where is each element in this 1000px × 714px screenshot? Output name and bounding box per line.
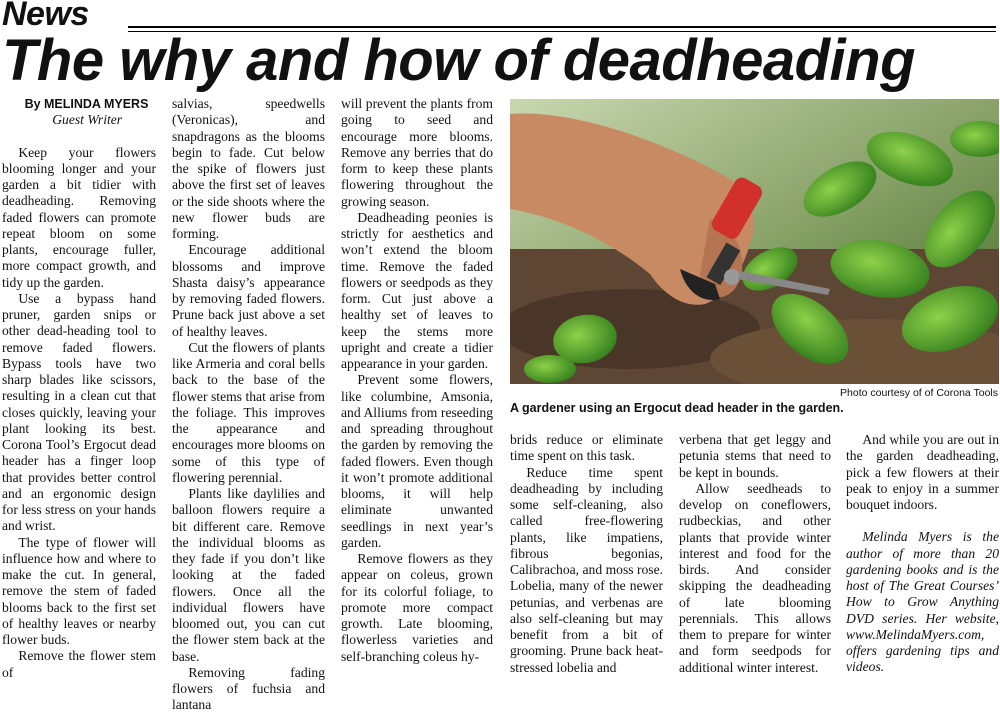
paragraph: Allow seedheads to develop on coneflowers, rudbeckias, and other plants that provide winter interest and food for the birds. And consider skipping the deadheading of late blooming perennials. This allows them to prepare for winter and form seedpods for additional winter interest.: [679, 480, 831, 675]
article-column-5: [679, 432, 831, 676]
paragraph: Plants like daylilies and balloon flowers require a bit different care. Remove the individual blooms as they fade if you don’t like looking at the faded flowers. Once all the individual flowers have bloomed out, you can cut the flower stem back at the base.: [172, 486, 325, 664]
photo-illustration: [510, 99, 999, 384]
paragraph: And while you are out in the garden deadheading, pick a few flowers at their peak to enjoy in a summer bouquet indoors.: [846, 432, 999, 512]
paragraph: Deadheading peonies is strictly for aesthetics and won’t extend the bloom time. Remove the faded flowers or seedpods as they form. Cut just above a healthy set of leaves to keep the stems more upright and create a tidier appearance in your garden.: [341, 209, 493, 371]
paragraph: Cut the flowers of plants like Armeria and coral bells back to the base of the flower stems that arise from the foliage. This improves the appearance and encourages more blooms on some of this type of flowering perennial.: [172, 339, 325, 485]
byline: By MELINDA MYERS: [24, 97, 149, 111]
author-bio: Melinda Myers is the author of more than 20 gardening books and is the host of The Great Courses’ How to Grow Anything DVD series. Her website, www.MelindaMyers.com, offers gardening tips and videos.: [846, 529, 999, 675]
paragraph: Use a bypass hand pruner, garden snips or other dead-heading tool to remove faded flowers. Bypass tools have two sharp blades like scissors, resulting in a clean cut that closes quickly, leaving your plant looking its best. Corona Tool’s Ergocut dead header has a finger loop that provides better control and an ergonomic design for less stress on your hands and wrist.: [2, 290, 156, 534]
byline-role: Guest Writer: [52, 112, 123, 128]
garden-photo: [510, 99, 999, 384]
paragraph: verbena that get leggy and petunia stems that need to be kept in bounds.: [679, 432, 831, 480]
paragraph: Removing fading flowers of fuchsia and lantana: [172, 664, 325, 713]
paragraph: The type of flower will influence how and where to make the cut. In general, remove the stem of faded blooms back to the first set of healthy leaves or nearby flower buds.: [2, 534, 156, 647]
paragraph: Reduce time spent deadheading by including some self-cleaning, also called free-flowering plants, like impatiens, fibrous begonias, Calibrachoa, and moss rose. Lobelia, many of the newer petunias, and verbenas are also self-cleaning but may benefit from a bit of grooming. Prune back heat-stressed lobelia and: [510, 464, 663, 675]
photo-credit: Photo courtesy of of Corona Tools: [840, 387, 998, 399]
paragraph: brids reduce or eliminate time spent on this task.: [510, 432, 663, 464]
article-column-1: [2, 96, 156, 681]
paragraph: Prevent some flowers, like columbine, Amsonia, and Alliums from reseeding and spreading throughout the garden by removing the faded flowers. Even though it won’t promote additional blooms, it will help eliminate unwanted seedlings in next year’s garden.: [341, 372, 493, 550]
article-column-2: [172, 96, 325, 714]
article-column-3: [341, 96, 493, 665]
article-column-4: [510, 432, 663, 676]
paragraph: salvias, speedwells (Veronicas), and snapdragons as the blooms begin to fade. Cut below the spike of flowers just above the first set of leaves or the side shoots where the new flower buds are forming.: [172, 96, 325, 241]
headline: The why and how of deadheading: [2, 28, 916, 93]
paragraph: Remove flowers as they appear on coleus, grown for its colorful foliage, to promote more compact growth. Late blooming, flowerless varieties and self-branching coleus hy-: [341, 551, 493, 664]
photo-caption: A gardener using an Ergocut dead header in the garden.: [510, 401, 844, 415]
paragraph: Remove the flower stem of: [2, 648, 156, 680]
section-label: News: [2, 0, 89, 33]
article-column-6: [846, 432, 999, 676]
paragraph: Keep your flowers blooming longer and your garden a bit tidier with deadheading. Removing faded flowers can promote repeat bloom on some plants, encourage fuller, more compact growth, and tidy up the garden.: [2, 144, 156, 290]
paragraph: Encourage additional blossoms and improve Shasta daisy’s appearance by removing faded flowers. Prune back just above a set of healthy leaves.: [172, 242, 325, 339]
paragraph: will prevent the plants from going to seed and encourage more blooms. Remove any berries that do form to keep these plants flowering throughout the growing season.: [341, 96, 493, 209]
